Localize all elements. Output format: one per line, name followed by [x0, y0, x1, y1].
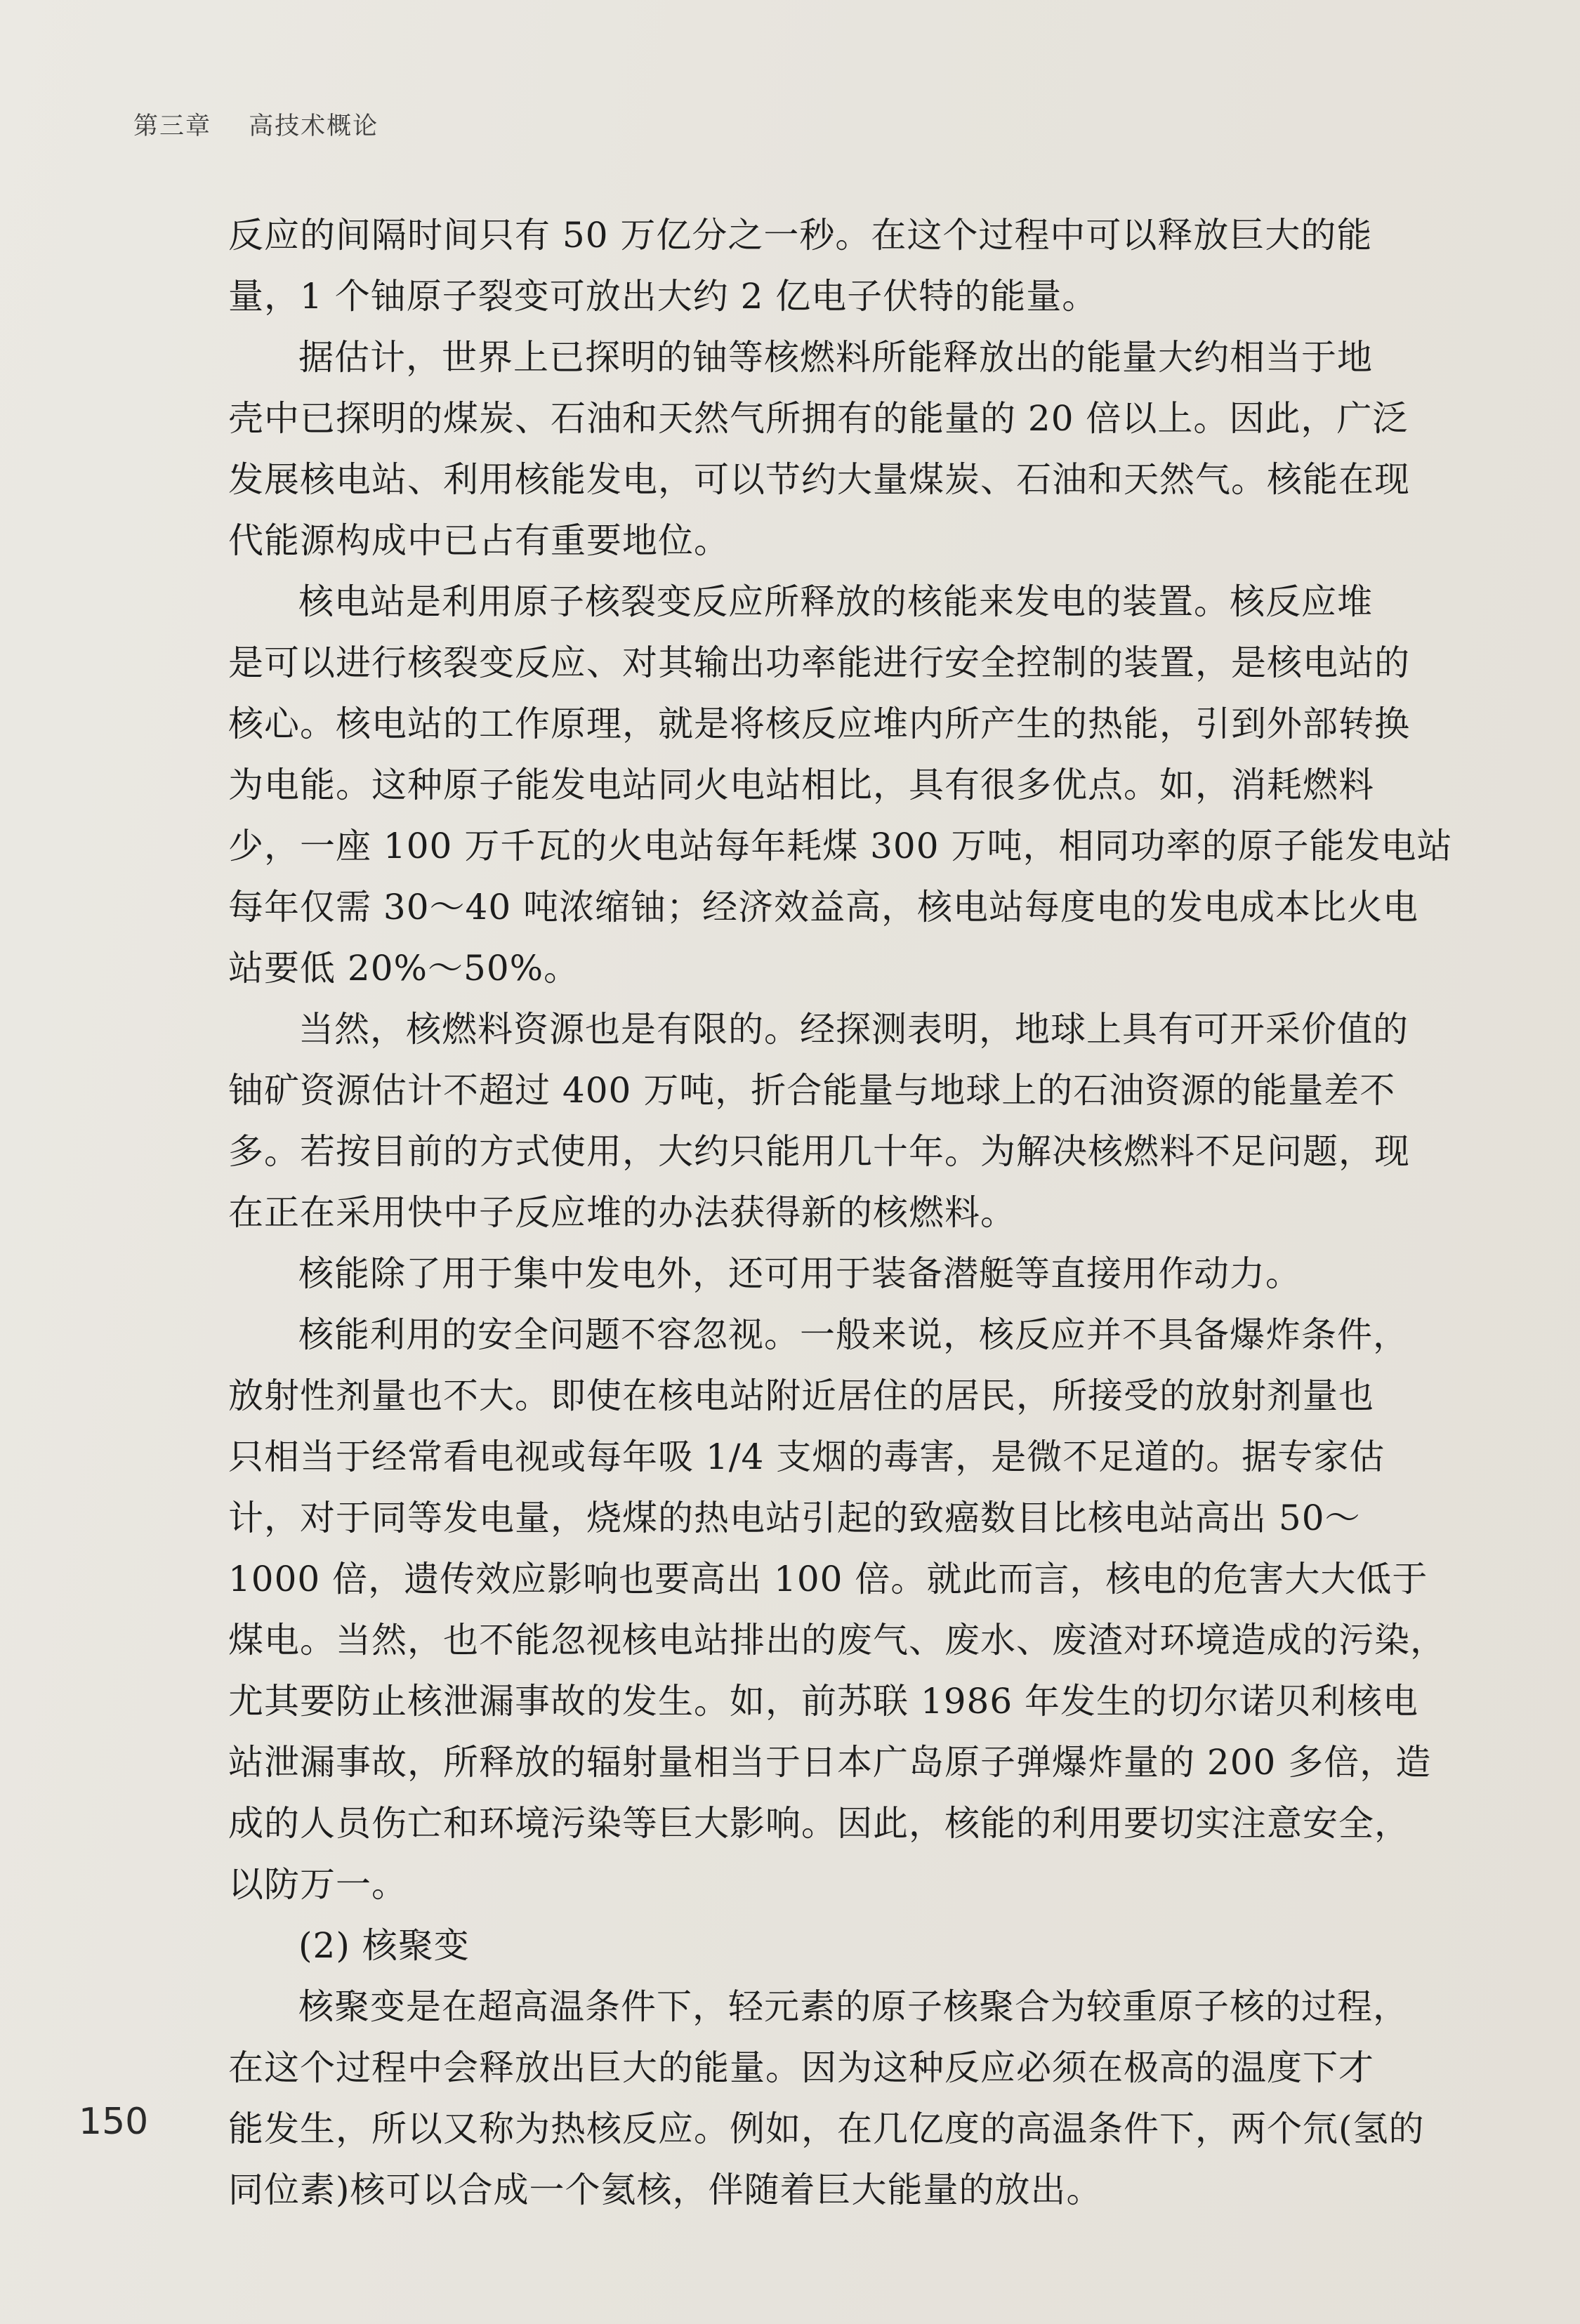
paragraph-start-line: 核电站是利用原子核裂变反应所释放的核能来发电的装置。核反应堆: [298, 581, 1373, 622]
text-line: 1000 倍，遗传效应影响也要高出 100 倍。就此而言，核电的危害大大低于: [228, 1559, 1428, 1599]
text-line: 代能源构成中已占有重要地位。: [228, 520, 730, 561]
text-line: 在这个过程中会释放出巨大的能量。因为这种反应必须在极高的温度下才: [228, 2047, 1374, 2088]
text-line: 尤其要防止核泄漏事故的发生。如，前苏联 1986 年发生的切尔诺贝利核电: [228, 1681, 1419, 1722]
text-line: 成的人员伤亡和环境污染等巨大影响。因此，核能的利用要切实注意安全，: [228, 1803, 1410, 1844]
text-line: 站要低 20%～50%。: [228, 948, 580, 989]
text-line: 每年仅需 30～40 吨浓缩铀；经济效益高，核电站每度电的发电成本比火电: [228, 887, 1419, 927]
text-line: 放射性剂量也不大。即使在核电站附近居住的居民，所接受的放射剂量也: [228, 1375, 1374, 1416]
text-line: 在正在采用快中子反应堆的办法获得新的核燃料。: [228, 1192, 1016, 1233]
text-line: 量，1 个铀原子裂变可放出大约 2 亿电子伏特的能量。: [228, 276, 1098, 317]
text-line: 少，一座 100 万千瓦的火电站每年耗煤 300 万吨，相同功率的原子能发电站: [228, 826, 1453, 866]
chapter-title: 高技术概论: [249, 112, 379, 140]
page-number: 150: [79, 2101, 149, 2143]
text-line: 能发生，所以又称为热核反应。例如，在几亿度的高温条件下，两个氘(氢的: [228, 2108, 1425, 2149]
text-line: 铀矿资源估计不超过 400 万吨，折合能量与地球上的石油资源的能量差不: [228, 1070, 1396, 1111]
paragraph-start-line: 当然，核燃料资源也是有限的。经探测表明，地球上具有可开采价值的: [298, 1009, 1409, 1050]
text-line: 站泄漏事故，所释放的辐射量相当于日本广岛原子弹爆炸量的 200 多倍，造: [228, 1742, 1432, 1783]
chapter-number: 第三章: [133, 112, 212, 140]
body-text: [228, 205, 1527, 2221]
text-line: 是可以进行核裂变反应、对其输出功率能进行安全控制的装置，是核电站的: [228, 642, 1410, 683]
text-line: 以防万一。: [228, 1864, 407, 1905]
text-line: 壳中已探明的煤炭、石油和天然气所拥有的能量的 20 倍以上。因此，广泛: [228, 398, 1409, 439]
text-line: 同位素)核可以合成一个氦核，伴随着巨大能量的放出。: [228, 2170, 1102, 2210]
text-line: 为电能。这种原子能发电站同火电站相比，具有很多优点。如，消耗燃料: [228, 765, 1374, 805]
text-line: 只相当于经常看电视或每年吸 1/4 支烟的毒害，是微不足道的。据专家估: [228, 1437, 1385, 1477]
paragraph-start-line: 核能利用的安全问题不容忽视。一般来说，核反应并不具备爆炸条件，: [298, 1314, 1409, 1355]
paragraph-start-line: 核聚变是在超高温条件下，轻元素的原子核聚合为较重原子核的过程，: [298, 1986, 1409, 2027]
text-line: 反应的间隔时间只有 50 万亿分之一秒。在这个过程中可以释放巨大的能: [228, 215, 1373, 256]
text-line: 计，对于同等发电量，烧煤的热电站引起的致癌数目比核电站高出 50～: [228, 1498, 1361, 1538]
paragraph-start-line: 据估计，世界上已探明的铀等核燃料所能释放出的能量大约相当于地: [298, 337, 1373, 378]
text-line: 多。若按目前的方式使用，大约只能用几十年。为解决核燃料不足问题，现: [228, 1131, 1410, 1172]
text-line: 发展核电站、利用核能发电，可以节约大量煤炭、石油和天然气。核能在现: [228, 459, 1410, 500]
paragraph-start-line: 核能除了用于集中发电外，还可用于装备潜艇等直接用作动力。: [298, 1253, 1301, 1294]
text-line: 核心。核电站的工作原理，就是将核反应堆内所产生的热能，引到外部转换: [228, 704, 1410, 744]
running-header: [133, 107, 378, 142]
text-line: 煤电。当然，也不能忽视核电站排出的废气、废水、废渣对环境造成的污染，: [228, 1620, 1446, 1661]
section-heading: (2) 核聚变: [298, 1925, 470, 1966]
